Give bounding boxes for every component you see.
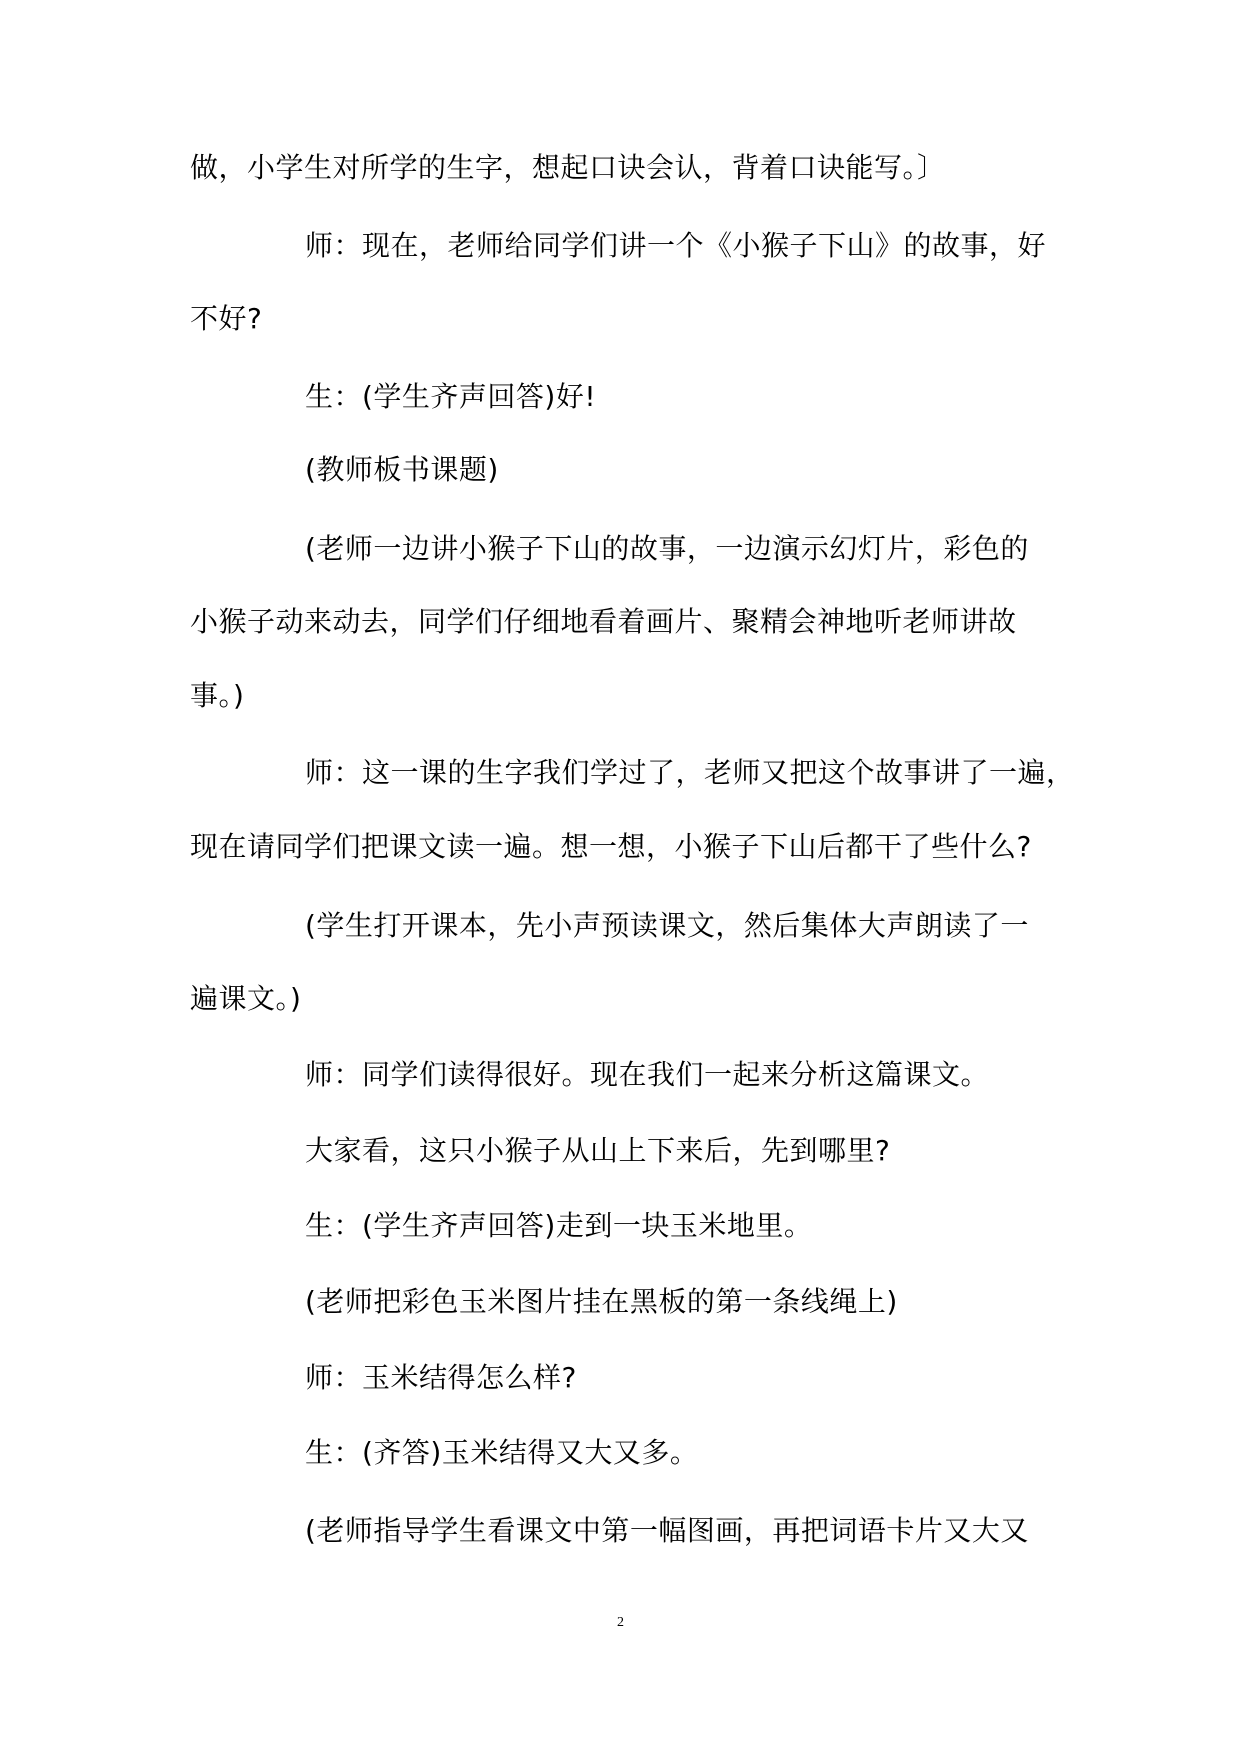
text-line: (学生打开课本，先小声预读课文，然后集体大声朗读了一 — [305, 909, 1029, 942]
text-line: 遍课文。) — [190, 982, 302, 1015]
text-line: (老师指导学生看课文中第一幅图画，再把词语卡片又大又 — [305, 1514, 1029, 1547]
text-line: 生：(齐答)玉米结得又大又多。 — [305, 1436, 699, 1469]
text-line: 师：玉米结得怎么样? — [305, 1361, 577, 1394]
text-line: 师：现在，老师给同学们讲一个《小猴子下山》的故事，好 — [305, 229, 1047, 262]
text-line: 小猴子动来动去，同学们仔细地看着画片、聚精会神地听老师讲故 — [190, 605, 1017, 638]
text-line: 事。) — [190, 679, 245, 712]
text-line: 师：这一课的生字我们学过了，老师又把这个故事讲了一遍， — [305, 756, 1075, 789]
text-line: 大家看，这只小猴子从山上下来后，先到哪里? — [305, 1134, 891, 1167]
text-line: 生：(学生齐声回答)好! — [305, 380, 597, 413]
page-number: 2 — [617, 1615, 624, 1630]
text-line: 师：同学们读得很好。现在我们一起来分析这篇课文。 — [305, 1058, 990, 1091]
text-line: 做，小学生对所学的生字，想起口诀会认，背着口诀能写。〕 — [190, 151, 946, 184]
text-line: 生：(学生齐声回答)走到一块玉米地里。 — [305, 1209, 813, 1242]
text-line: (老师一边讲小猴子下山的故事，一边演示幻灯片，彩色的 — [305, 532, 1029, 565]
text-line: (教师板书课题) — [305, 453, 499, 486]
text-line: 不好? — [190, 302, 263, 335]
text-line: (老师把彩色玉米图片挂在黑板的第一条线绳上) — [305, 1285, 898, 1318]
text-line: 现在请同学们把课文读一遍。想一想，小猴子下山后都干了些什么? — [190, 830, 1032, 863]
